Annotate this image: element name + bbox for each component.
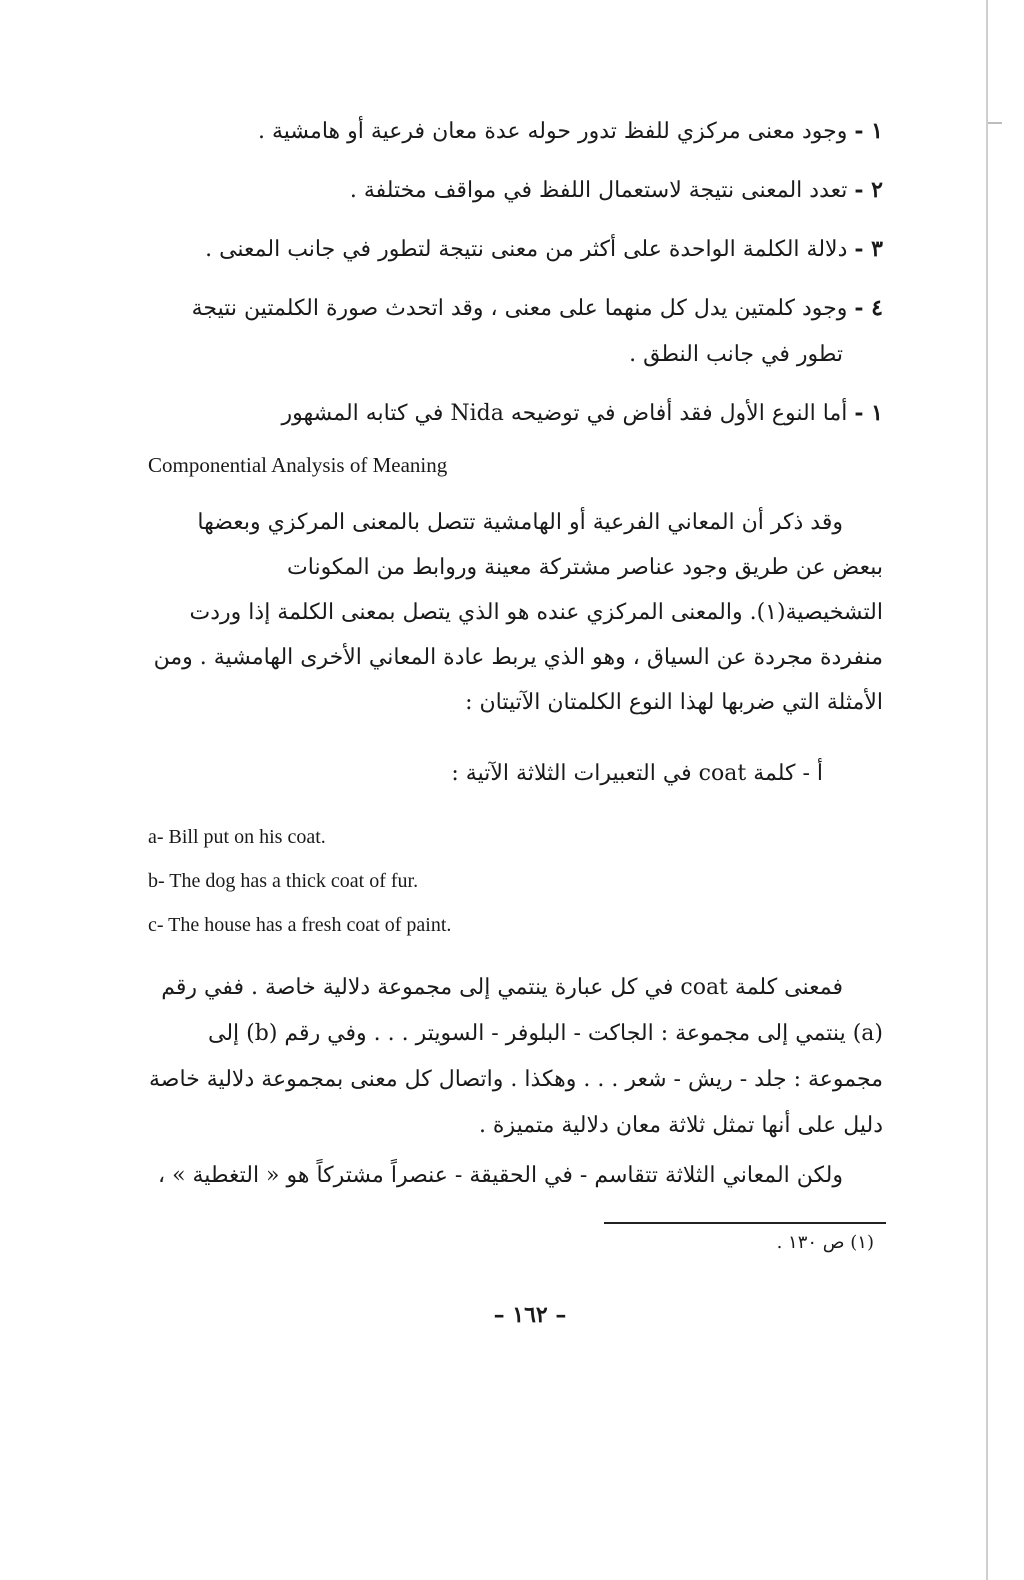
paragraph-semantic-groups: فمعنى كلمة coat في كل عبارة ينتمي إلى مجموعة دلالية خاصة . ففي رقم (a) ينتمي إلى مجموعة : الجاكت - البلوفر - السويتر . . . وفي رقم (b) إلى مجموعة : جلد - ريش - شعر . . . وهكذا . واتصال كل معنى بمجموعة دلالية خاصة دليل على أنها تمثل ثلاثة معان دلالية متميزة .: [148, 975, 883, 1138]
example-a: a- Bill put on his coat.: [148, 826, 326, 848]
list-item-continuation: تطور في جانب النطق .: [629, 342, 843, 367]
example-b: b- The dog has a thick coat of fur.: [148, 870, 419, 892]
example-c: c- The house has a fresh coat of paint.: [148, 914, 452, 936]
nida-line: [148, 390, 883, 437]
list-item-number: ٣ -: [854, 236, 883, 262]
footnote: (١) ص ١٣٠ .: [776, 1232, 874, 1253]
list-item-text: وجود كلمتين يدل كل منهما على معنى ، وقد اتحدث صورة الكلمتين نتيجة: [191, 296, 848, 321]
list-item-4: [148, 285, 883, 378]
footnote-divider: [604, 1222, 886, 1224]
page-edge-line: [986, 0, 988, 1580]
nida-line-text: أما النوع الأول فقد أفاض في توضيحه Nida في كتابه المشهور: [281, 401, 848, 426]
list-item-2: [148, 167, 883, 214]
list-item-text: وجود معنى مركزي للفظ تدور حوله عدة معان فرعية أو هامشية .: [258, 119, 848, 144]
list-item-text: دلالة الكلمة الواحدة على أكثر من معنى نتيجة لتطور في جانب المعنى .: [205, 237, 848, 262]
english-heading: Componential Analysis of Meaning: [148, 453, 448, 477]
list-item-text: تعدد المعنى نتيجة لاستعمال اللفظ في مواقف مختلفة .: [349, 178, 848, 203]
nida-line-number: ١ -: [854, 400, 883, 426]
examples-list: [148, 815, 883, 947]
list-item-3: [148, 226, 883, 273]
list-item-number: ٤ -: [854, 295, 883, 321]
list-item-number: ١ -: [854, 118, 883, 144]
page-number: – ١٦٢ –: [493, 1302, 567, 1328]
coat-subheading: أ - كلمة coat في التعبيرات الثلاثة الآتية :: [451, 761, 823, 786]
paragraph-shared-element: ولكن المعاني الثلاثة تتقاسم - في الحقيقة - عنصراً مشتركاً هو « التغطية » ،: [157, 1163, 843, 1188]
page-edge-tick: [988, 122, 1002, 124]
list-item-1: [148, 108, 883, 155]
paragraph-central-meaning: وقد ذكر أن المعاني الفرعية أو الهامشية تتصل بالمعنى المركزي وبعضها ببعض عن طريق وجود عناصر مشتركة معينة وروابط من المكونات التشخيصية(١). والمعنى المركزي عنده هو الذي يتصل بمعنى الكلمة إذا وردت منفردة مجردة عن السياق ، وهو الذي يربط عادة المعاني الأخرى الهامشية . ومن الأمثلة التي ضربها لهذا النوع الكلمتان الآتيتان :: [153, 510, 883, 715]
page-content: [148, 108, 883, 1199]
list-item-number: ٢ -: [854, 177, 883, 203]
